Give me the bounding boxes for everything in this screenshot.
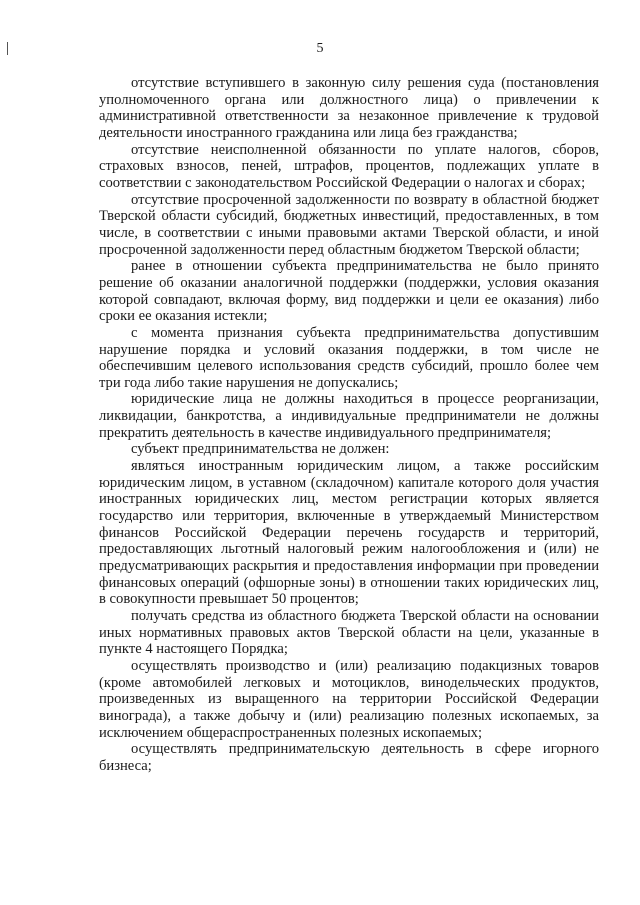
paragraph: субъект предпринимательства не должен: (131, 441, 390, 458)
paragraph: отсутствие вступившего в законную силу решения суда (постановления уполномоченного органа или должностного лица) о привлечении к административной ответственности за незаконное привлечение к трудовой деятельности иностранного гражданина или лица без гражданства; (99, 75, 599, 141)
paragraph: отсутствие просроченной задолженности по возврату в областной бюджет Тверской области субсидий, бюджетных инвестиций, предоставленных, в том числе, в соответствии с иными правовыми актами Тверской области, и иной просроченной задолженности перед областным бюджетом Тверской области; (99, 191, 599, 258)
page-number: 5 (316, 41, 324, 56)
paragraph: осуществлять предпринимательскую деятельность в сфере игорного бизнеса; (99, 741, 599, 774)
paragraph: отсутствие неисполненной обязанности по уплате налогов, сборов, страховых взносов, пеней, штрафов, процентов, подлежащих уплате в соответствии с законодательством Российской Федерации о налогах и сборах; (99, 141, 599, 191)
paragraph: с момента признания субъекта предпринимательства допустившим нарушение порядка и условий оказания поддержки, в том числе не обеспечившим целевого использования средств субсидий, прошло более чем три года либо такие нарушения не допускались; (99, 324, 599, 391)
paragraph: осуществлять производство и (или) реализацию подакцизных товаров (кроме автомобилей легковых и мотоциклов, винодельческих продуктов, произведенных из выращенного на территории Российской Федерации винограда), а также добычу и (или) реализацию полезных ископаемых, за исключением общераспространенных полезных ископаемых; (99, 657, 599, 741)
paragraph: ранее в отношении субъекта предпринимательства не было принято решение об оказании аналогичной поддержки (поддержки, условия оказания которой совпадают, включая форму, вид поддержки и цели ее оказания) либо сроки ее оказания истекли; (99, 258, 599, 325)
paragraph: юридические лица не должны находиться в процессе реорганизации, ликвидации, банкротства, а индивидуальные предприниматели не должны прекратить деятельность в качестве индивидуального предпринимателя; (99, 391, 599, 441)
paragraph: получать средства из областного бюджета Тверской области на основании иных нормативных правовых актов Тверской области на цели, указанные в пункте 4 настоящего Порядка; (99, 608, 599, 658)
document-body (99, 75, 599, 775)
paragraph: являться иностранным юридическим лицом, а также российским юридическим лицом, в уставном (складочном) капитале которого доля участия иностранных юридических лиц, местом регистрации которых является государство или территория, включенные в утверждаемый Министерством финансов Российской Федерации перечень государств и территорий, предоставляющих льготный налоговый режим налогообложения и (или) не предусматривающих раскрытия и предоставления информации при проведении финансовых операций (офшорные зоны) в отношении таких юридических лиц, в совокупности превышает 50 процентов; (99, 458, 599, 608)
